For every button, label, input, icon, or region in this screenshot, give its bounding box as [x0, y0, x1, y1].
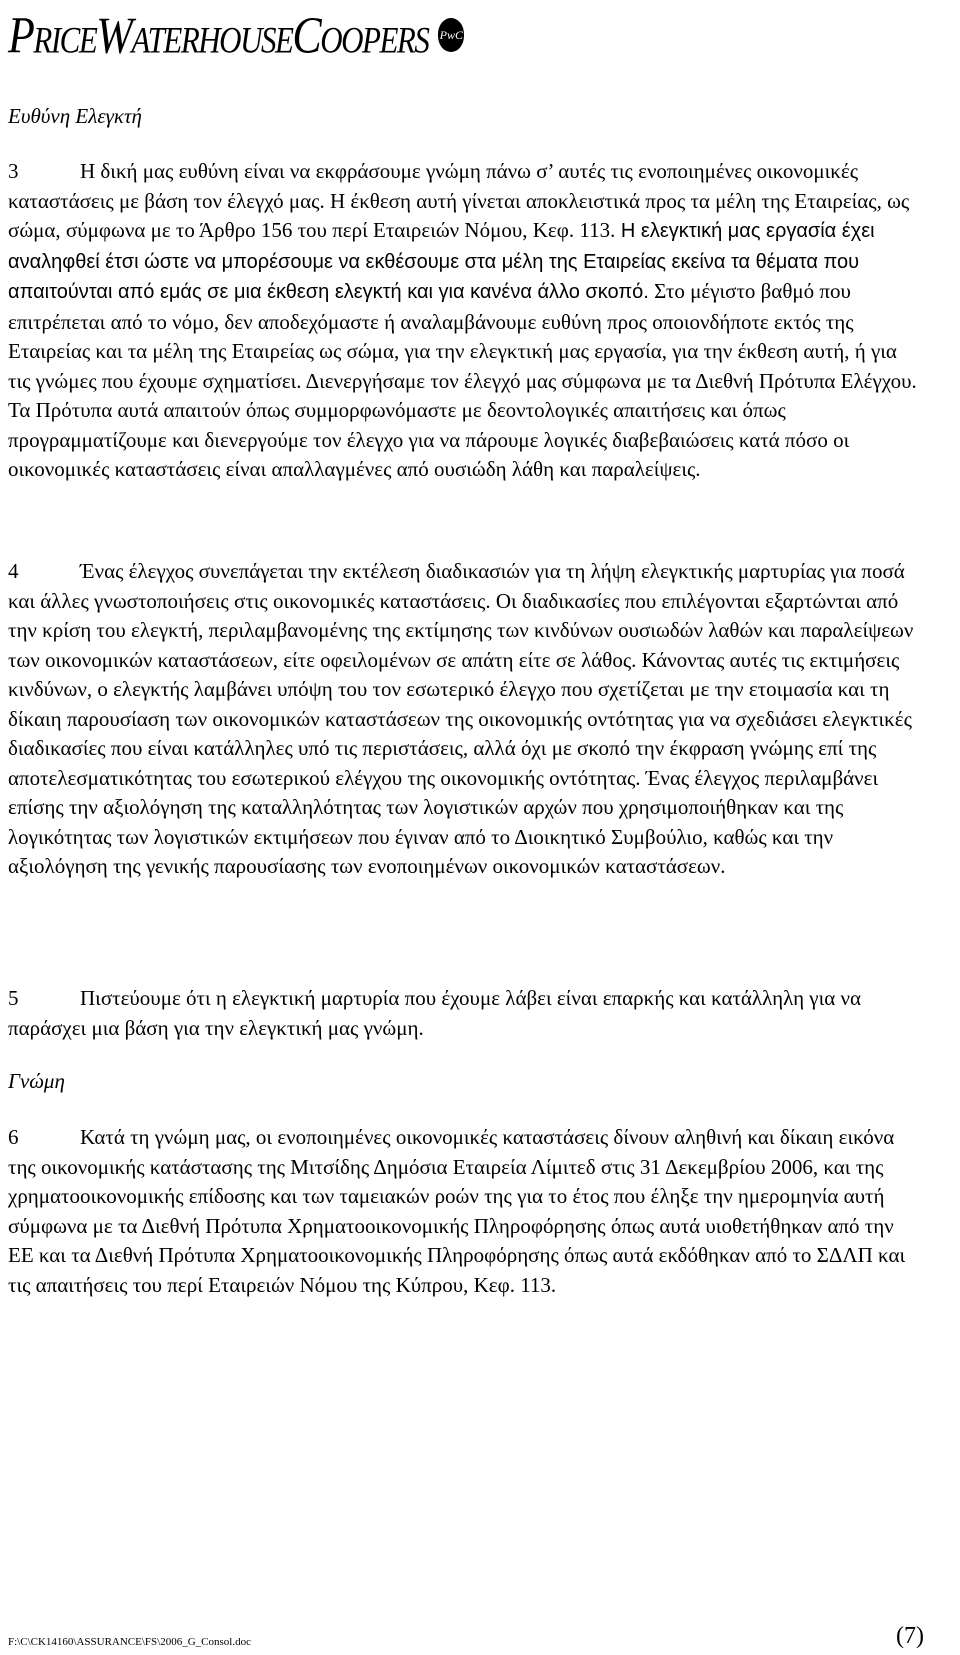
paragraph-number: 5: [8, 986, 19, 1010]
paragraph-number: 6: [8, 1125, 19, 1149]
logo-seal-icon: PwC: [438, 18, 464, 52]
opinion-heading: Γνώμη: [8, 1069, 65, 1093]
paragraph-number: 4: [8, 559, 19, 583]
auditor-responsibility-heading: Ευθύνη Ελεγκτή: [8, 104, 142, 128]
paragraph-3: [8, 157, 918, 485]
pwc-logo: [8, 0, 464, 70]
paragraph-4: [8, 557, 918, 882]
footer-file-path: F:\C\CK14160\ASSURANCE\FS\2006_G_Consol.doc: [8, 1636, 251, 1648]
paragraph-number: 3: [8, 159, 19, 183]
paragraph-text: Ένας έλεγχος συνεπάγεται την εκτέλεση διαδικασιών για τη λήψη ελεγκτικής μαρτυρίας για ποσά και άλλες γνωστοποιήσεις στις οικονομικές καταστάσεις. Οι διαδικασίες που επιλέγονται εξαρτώνται από την κρίση του ελεγκτή, περιλαμβανομένης της εκτίμησης των κινδύνων ουσιωδών λαθών και παραλείψεων των οικονομικών καταστάσεων, είτε οφειλομένων σε απάτη είτε σε λάθος. Κάνοντας αυτές τις εκτιμήσεις κινδύνων, ο ελεγκτής λαμβάνει υπόψη του τον εσωτερικό έλεγχο που σχετίζεται με την ετοιμασία και τη δίκαιη παρουσίαση των οικονομικών καταστάσεων της οικονομικής οντότητας για να σχεδιάσει ελεγκτικές διαδικασίες που είναι κατάλληλες υπό τις περιστάσεις, αλλά όχι με σκοπό την έκφραση γνώμης επί της αποτελεσματικότητας του εσωτερικού ελέγχου της οικονομικής οντότητας. Ένας έλεγχος περιλαμβάνει επίσης την αξιολόγηση της καταλληλότητας των λογιστικών αρχών που χρησιμοποιήθηκαν και της λογικότητας των λογιστικών εκτιμήσεων που έγιναν από το Διοικητικό Συμβούλιο, καθώς και την αξιολόγηση της γενικής παρουσίασης των ενοποιημένων οικονομικών καταστάσεων.: [8, 559, 914, 878]
paragraph-text: Στο μέγιστο βαθμό που επιτρέπεται από το νόμο, δεν αποδεχόμαστε ή αναλαμβάνουμε ευθύνη προς οποιονδήποτε εκτός της Εταιρείας και τα μέλη της Εταιρείας ως σώμα, για την ελεγκτική μας εργασία, για την έκθεση αυτή, ή για τις γνώμες που έχουμε σχηματίσει. Διενεργήσαμε τον έλεγχό μας σύμφωνα με τα Διεθνή Πρότυπα Ελέγχου. Τα Πρότυπα αυτά απαιτούν όπως συμμορφωνόμαστε με δεοντολογικές απαιτήσεις και όπως προγραμματίζουμε και διενεργούμε τον έλεγχο για να πάρουμε λογικές διαβεβαιώσεις κατά πόσο οι οικονομικές καταστάσεις είναι απαλλαγμένες από ουσιώδη λάθη και παραλείψεις.: [8, 279, 917, 481]
footer-page-number: (7): [896, 1623, 924, 1649]
paragraph-5: [8, 984, 918, 1043]
paragraph-text: Πιστεύουμε ότι η ελεγκτική μαρτυρία που έχουμε λάβει είναι επαρκής και κατάλληλη για να παράσχει μια βάση για την ελεγκτική μας γνώμη.: [8, 986, 861, 1040]
paragraph-text-sans: Η ελεγκτική μας εργασία έχει αναληφθεί έτσι ώστε να μπορέσουμε να εκθέσουμε στα μέλη της Εταιρείας εκείνα τα θέματα που απαιτούνται από εμάς σε μια έκθεση ελεγκτή και για κανένα άλλο σκοπό.: [8, 220, 875, 303]
paragraph-text: Κατά τη γνώμη μας, οι ενοποιημένες οικονομικές καταστάσεις δίνουν αληθινή και δίκαιη εικόνα της οικονομικής κατάστασης της Μιτσίδης Δημόσια Εταιρεία Λίμιτεδ στις 31 Δεκεμβρίου 2006, και της χρηματοοικονομικής επίδοσης και των ταμειακών ροών της για το έτος που έληξε την ημερομηνία αυτή σύμφωνα με τα Διεθνή Πρότυπα Χρηματοοικονομικής Πληροφόρησης όπως αυτά υιοθετήθηκαν από την ΕΕ και τα Διεθνή Πρότυπα Χρηματοοικονομικής Πληροφόρησης όπως αυτά εκδόθηκαν από το ΣΔΛΠ και τις απαιτήσεις του περί Εταιρειών Νόμου της Κύπρου, Κεφ. 113.: [8, 1125, 906, 1297]
paragraph-6: [8, 1123, 918, 1300]
logo-wordmark: PriceWaterhouseCoopers: [8, 6, 429, 64]
paragraph-text: Η δική μας ευθύνη είναι να εκφράσουμε γνώμη πάνω σ’ αυτές τις ενοποιημένες οικονομικές καταστάσεις με βάση τον έλεγχό μας. Η έκθεση αυτή γίνεται αποκλειστικά προς τα μέλη της Εταιρείας, ως σώμα, σύμφωνα με το Άρθρο 156 του περί Εταιρειών Νόμου, Κεφ. 113.: [8, 159, 910, 242]
